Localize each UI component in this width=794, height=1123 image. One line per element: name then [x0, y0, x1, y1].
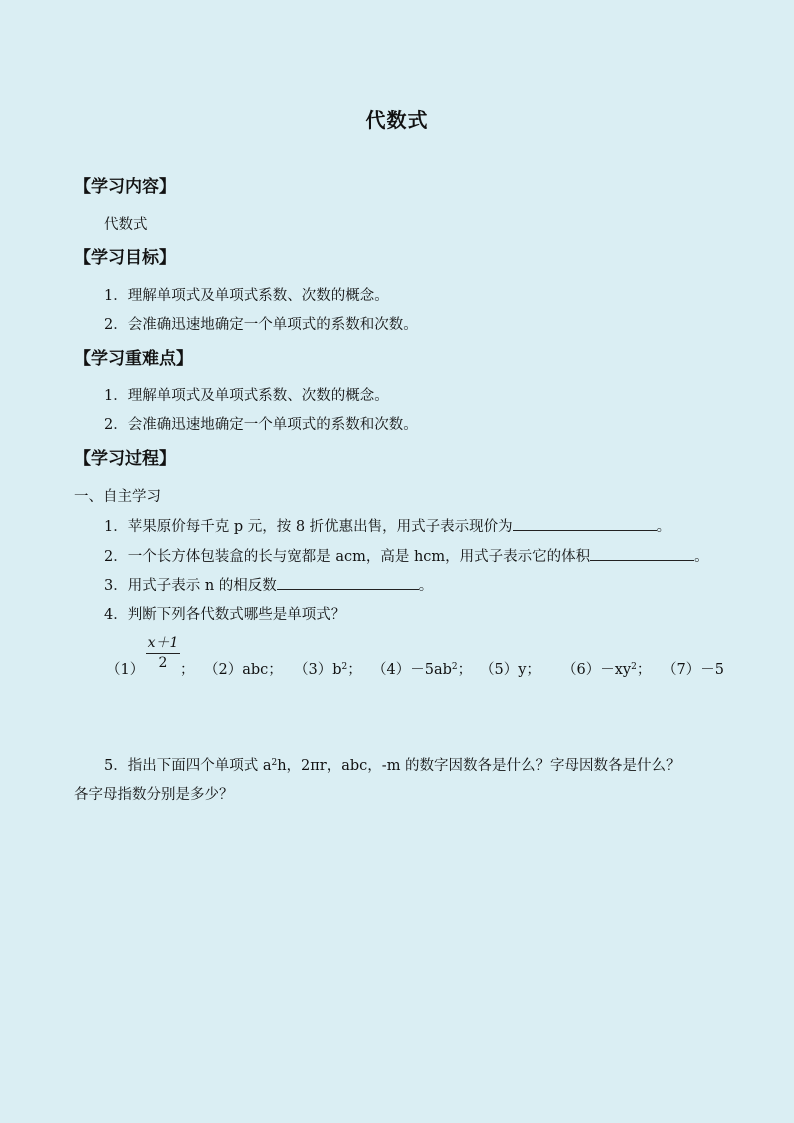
q4-item-4 [372, 658, 472, 679]
q4-item-1-sep: ； [180, 662, 195, 678]
difficulty-item-1: 1．理解单项式及单项式系数、次数的概念。 [104, 388, 389, 404]
self-study-heading: 一、自主学习 [74, 489, 161, 505]
answer-blank-2 [590, 546, 694, 561]
fraction-numerator: x＋1 [147, 635, 179, 651]
question-3-text: 3．用式子表示 n 的相反数 [104, 578, 277, 594]
q4-item-2: （2）abc； [204, 662, 283, 678]
q4-item-6-sep: ； [636, 662, 652, 678]
q4-item-4-exponent: 2 [451, 662, 458, 672]
fraction-denominator: 2 [158, 655, 168, 671]
fraction-x-plus-1-over-2 [146, 632, 180, 671]
q4-item-5: （5）y； [480, 662, 541, 678]
question-4: 4．判断下列各代数式哪些是单项式？ [104, 607, 346, 623]
question-3 [104, 574, 433, 595]
q4-item-4-sep: ； [457, 662, 473, 678]
q4-item-7: （7）－5 [662, 662, 724, 678]
q4-item-6 [562, 658, 651, 679]
q4-item-1-label: （1） [106, 662, 145, 678]
question-1-end: 。 [656, 519, 672, 535]
question-1-text: 1．苹果原价每千克 p 元，按 8 折优惠出售，用式子表示现价为 [104, 519, 513, 535]
question-5-exponent: 2 [271, 758, 278, 768]
section-heading-process: 【学习过程】 [74, 449, 176, 469]
q4-item-6-base: （6）－xy [562, 662, 632, 678]
question-2 [104, 545, 709, 566]
section-heading-difficulty: 【学习重难点】 [74, 349, 193, 369]
answer-blank-3 [277, 575, 419, 590]
question-3-end: 。 [418, 578, 434, 594]
question-2-text: 2．一个长方体包装盒的长与宽都是 acm，高是 hcm，用式子表示它的体积 [104, 549, 591, 565]
goal-item-1: 1．理解单项式及单项式系数、次数的概念。 [104, 288, 389, 304]
q4-item-3-base: （3）b [294, 662, 342, 678]
question-5-line-2: 各字母指数分别是多少？ [74, 787, 234, 803]
goal-item-2: 2．会准确迅速地确定一个单项式的系数和次数。 [104, 317, 418, 333]
q4-item-3-sep: ； [347, 662, 362, 678]
q4-item-3 [294, 658, 362, 679]
difficulty-item-2: 2．会准确迅速地确定一个单项式的系数和次数。 [104, 417, 418, 433]
question-1 [104, 515, 671, 536]
section-heading-content: 【学习内容】 [74, 177, 176, 197]
q4-item-4-base: （4）－5ab [372, 662, 452, 678]
question-5-text-end: h，2πr，abc，-m 的数字因数各是什么？字母因数各是什么？ [277, 758, 681, 774]
q4-item-6-exponent: 2 [631, 662, 637, 672]
page-title: 代数式 [365, 108, 429, 132]
question-2-end: 。 [694, 549, 709, 565]
q4-item-3-exponent: 2 [341, 662, 348, 672]
section-heading-goals: 【学习目标】 [74, 248, 176, 268]
question-5 [104, 754, 681, 775]
question-5-text-start: 5．指出下面四个单项式 a [104, 758, 272, 774]
answer-blank-1 [513, 516, 657, 531]
content-text: 代数式 [104, 217, 148, 233]
